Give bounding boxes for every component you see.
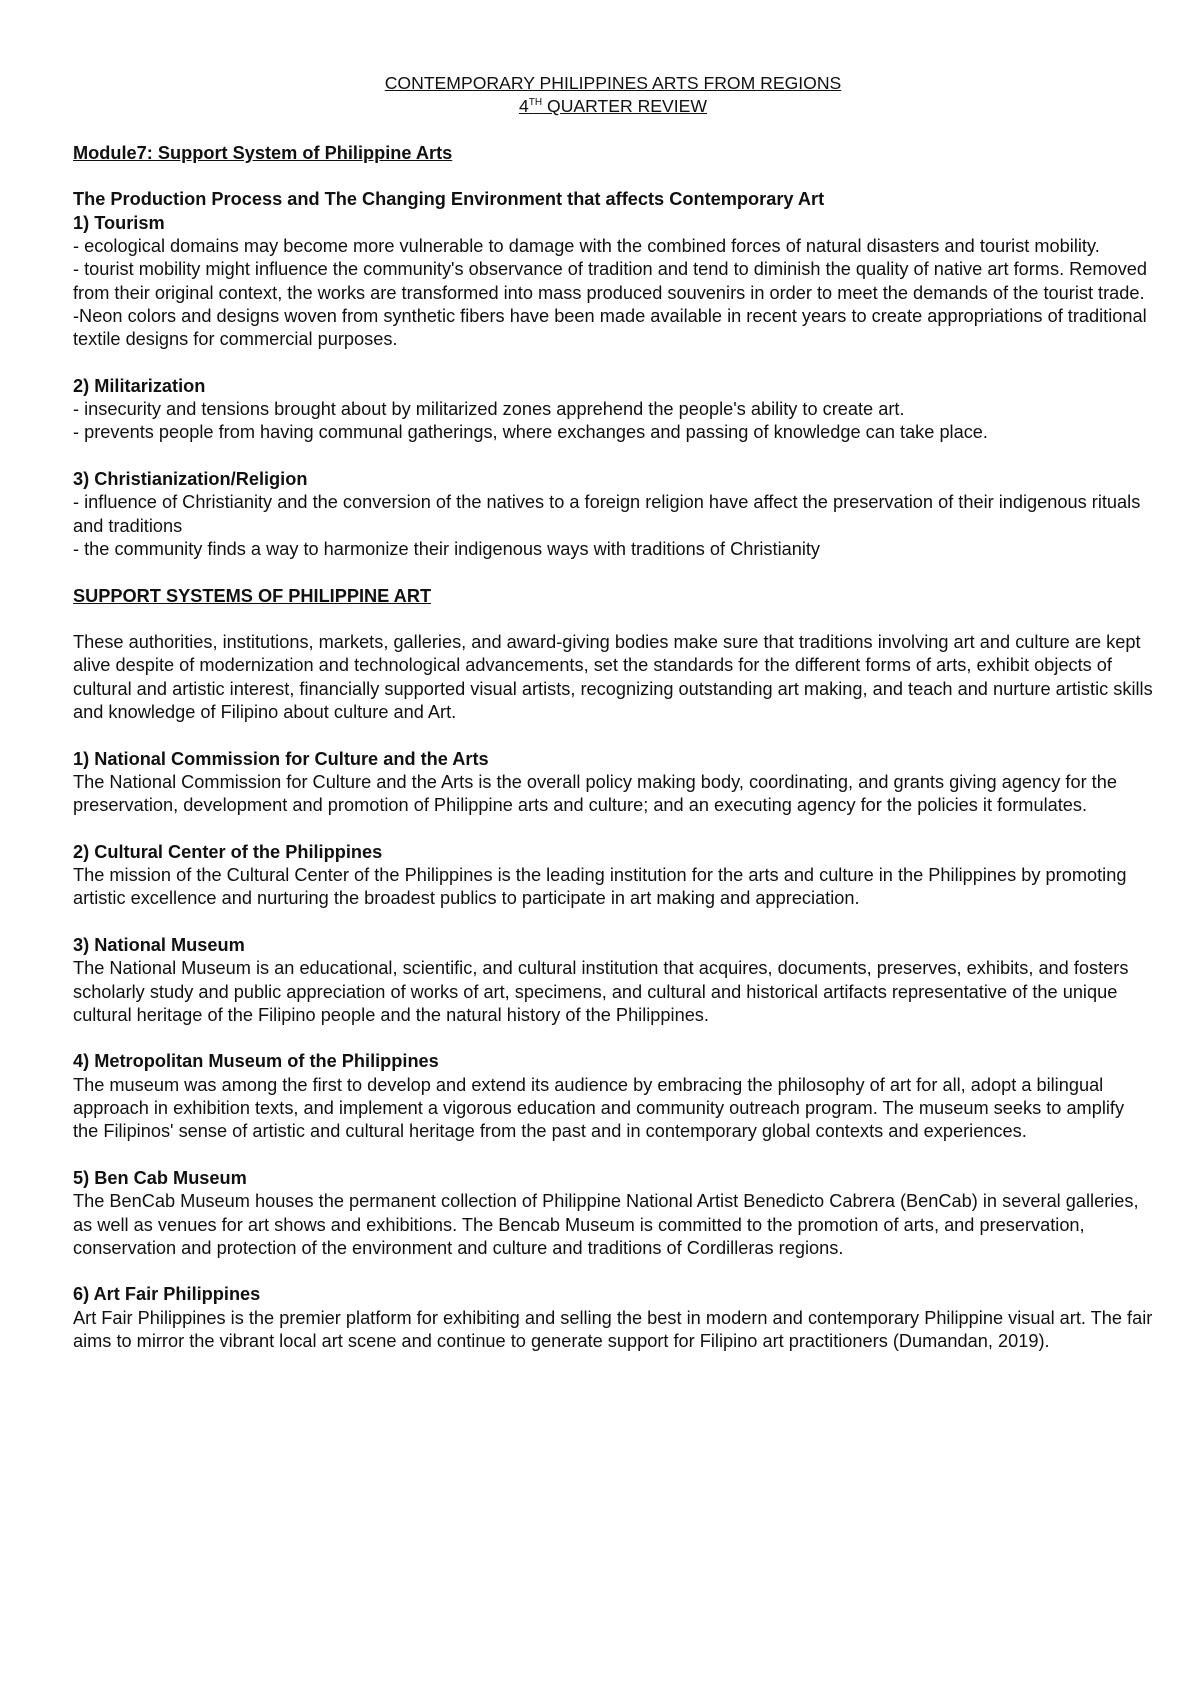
- module-heading: Module7: Support System of Philippine Arts: [73, 142, 453, 163]
- support-item-text: The BenCab Museum houses the permanent collection of Philippine National Artist Benedicto Cabrera (BenCab) in several galleries, as well as venues for art shows and exhibitions. The Bencab Museum is committed to the promotion of arts, and preservation, conservation and protection of the environment and culture and traditions of Cordilleras regions.: [73, 1191, 1139, 1258]
- subtitle-superscript: TH: [528, 97, 543, 109]
- document-title: CONTEMPORARY PHILIPPINES ARTS FROM REGIONS: [384, 73, 842, 93]
- support-item-title: 2) Cultural Center of the Philippines: [73, 841, 383, 862]
- tourism-line: - ecological domains may become more vulnerable to damage with the combined forces of natural disasters and tourist mobility.: [73, 236, 1100, 257]
- support-item-text: The museum was among the first to develop and extend its audience by embracing the philosophy of art for all, adopt a bilingual approach in exhibition texts, and implement a vigorous education and community outreach program. The museum seeks to amplify the Filipinos' sense of artistic and cultural heritage from the past and in contemporary global contexts and experiences.: [73, 1074, 1125, 1142]
- subtitle-text: QUARTER REVIEW: [542, 96, 708, 117]
- production-heading: The Production Process and The Changing Environment that affects Contemporary Art: [73, 189, 825, 210]
- support-item-title: 4) Metropolitan Museum of the Philippines: [73, 1051, 439, 1072]
- support-item-title: 5) Ben Cab Museum: [73, 1167, 247, 1188]
- militarization-line: - insecurity and tensions brought about by militarized zones apprehend the people's ability to create art.: [73, 399, 905, 420]
- tourism-line: - tourist mobility might influence the community's observance of tradition and tend to diminish the quality of native art forms. Removed from their original context, the works are transformed into mass produced souvenirs in order to meet the demands of the tourist trade.: [73, 259, 1148, 303]
- section-title-tourism: 1) Tourism: [73, 212, 165, 233]
- support-item-title: 1) National Commission for Culture and the Arts: [73, 748, 489, 769]
- christianization-line: - influence of Christianity and the conversion of the natives to a foreign religion have affect the preservation of their indigenous rituals and traditions: [73, 492, 1141, 536]
- support-item-title: 6) Art Fair Philippines: [73, 1284, 261, 1305]
- section-title-militarization: 2) Militarization: [73, 375, 206, 396]
- support-item-text: Art Fair Philippines is the premier platform for exhibiting and selling the best in modern and contemporary Philippine visual art. The fair aims to mirror the vibrant local art scene and continue to generate support for Filipino art practitioners (Dumandan, 2019).: [73, 1307, 1153, 1352]
- tourism-line: -Neon colors and designs woven from synthetic fibers have been made available in recent years to create appropriations of traditional textile designs for commercial purposes.: [73, 305, 1147, 350]
- support-systems-heading: SUPPORT SYSTEMS OF PHILIPPINE ART: [73, 585, 432, 606]
- christianization-line: - the community finds a way to harmonize their indigenous ways with traditions of Christianity: [73, 538, 821, 559]
- subtitle-number: 4: [518, 96, 529, 117]
- support-item-text: The National Museum is an educational, scientific, and cultural institution that acquires, documents, preserves, exhibits, and fosters scholarly study and public appreciation of works of art, specimens, and cultural and historical artifacts representative of the unique cultural heritage of the Filipino people and the natural history of the Philippines.: [73, 958, 1129, 1025]
- support-item-title: 3) National Museum: [73, 934, 245, 955]
- section-title-christianization: 3) Christianization/Religion: [73, 469, 308, 490]
- document-page: [73, 72, 1153, 1353]
- militarization-line: - prevents people from having communal gatherings, where exchanges and passing of knowledge can take place.: [73, 422, 988, 443]
- document-subtitle: [73, 95, 1153, 118]
- support-systems-intro: These authorities, institutions, markets, galleries, and award-giving bodies make sure that traditions involving art and culture are kept alive despite of modernization and technological advancements, set the standards for the different forms of arts, exhibit objects of cultural and artistic interest, financially supported visual artists, recognizing outstanding art making, and teach and nurture artistic skills and knowledge of Filipino about culture and Art.: [73, 632, 1153, 723]
- support-item-text: The National Commission for Culture and the Arts is the overall policy making body, coordinating, and grants giving agency for the preservation, development and promotion of Philippine arts and culture; and an executing agency for the policies it formulates.: [73, 771, 1117, 816]
- support-item-text: The mission of the Cultural Center of the Philippines is the leading institution for the arts and culture in the Philippines by promoting artistic excellence and nurturing the broadest publics to participate in art making and appreciation.: [73, 865, 1127, 909]
